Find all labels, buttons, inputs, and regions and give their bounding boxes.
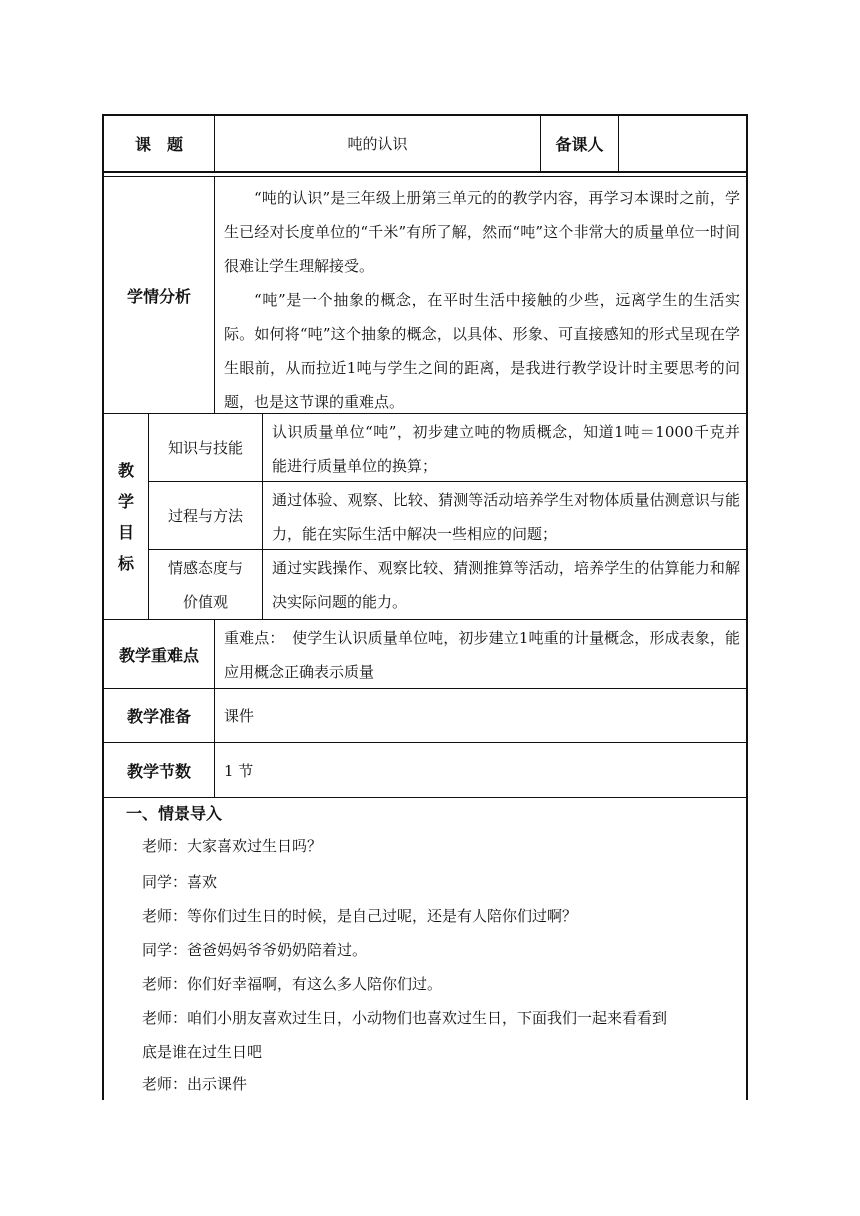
dialogue-line: 老师：咱们小朋友喜欢过生日，小动物们也喜欢过生日，下面我们一起来看看到: [142, 1009, 668, 1027]
preparer-label: 备课人: [540, 114, 619, 173]
goal-attitude-label-line2: 价值观: [182, 592, 228, 611]
goals-label: [102, 413, 149, 620]
goal-knowledge-text: 认识质量单位“吨”，初步建立吨的物质概念，知道1吨＝1000千克并能进行质量单位的换算；: [262, 413, 748, 482]
goal-process-label: 过程与方法: [148, 481, 263, 550]
analysis-paragraph-2: “吨”是一个抽象的概念，在平时生活中接触的少些，远离学生的生活实际。如何将“吨”这个抽象的概念，以具体、形象、可直接感知的形式呈现在学生眼前，从而拉近1吨与学生之间的距离，是我进行教学设计时主要思考的问题，也是这节课的重难点。: [224, 291, 740, 411]
goals-label-char: 目: [117, 522, 134, 542]
dialogue-line: 同学：爸爸妈妈爷爷奶奶陪着过。: [142, 941, 368, 959]
goal-attitude-label: [148, 549, 263, 620]
topic-value: 吨的认识: [214, 114, 541, 173]
sessions-label: 教学节数: [102, 742, 215, 798]
key-points-text: 重难点： 使学生认识质量单位吨，初步建立1吨重的计量概念，形成表象，能应用概念正确表示质量: [214, 619, 748, 689]
topic-label: 课 题: [102, 114, 215, 173]
goal-process-text: 通过体验、观察、比较、猜测等活动培养学生对物体质量估测意识与能力，能在实际生活中解决一些相应的问题；: [262, 481, 748, 550]
process-heading: 一、情景导入: [126, 804, 223, 823]
prep-label: 教学准备: [102, 688, 215, 743]
dialogue-line: 老师：大家喜欢过生日吗？: [142, 837, 323, 855]
goal-knowledge-label: 知识与技能: [148, 413, 263, 482]
sessions-value: 1 节: [214, 742, 748, 798]
preparer-value: [618, 114, 748, 173]
dialogue-line: 同学：喜欢: [142, 873, 218, 891]
goal-attitude-label-line1: 情感态度与: [167, 558, 243, 577]
dialogue-line: 底是谁在过生日吧: [142, 1043, 263, 1061]
analysis-content: [214, 176, 748, 414]
analysis-label: 学情分析: [102, 176, 215, 414]
dialogue-line: 老师：出示课件: [142, 1075, 248, 1093]
goals-label-char: 教: [117, 460, 134, 480]
process-section: [104, 797, 746, 1100]
goals-label-char: 学: [117, 491, 134, 511]
dialogue-line: 老师：你们好幸福啊，有这么多人陪你们过。: [142, 975, 443, 993]
dialogue-line: 老师：等你们过生日的时候，是自己过呢，还是有人陪你们过啊？: [142, 907, 578, 925]
key-points-label: 教学重难点: [102, 619, 215, 689]
prep-value: 课件: [214, 688, 748, 743]
goals-label-char: 标: [117, 553, 134, 573]
goal-attitude-text: 通过实践操作、观察比较、猜测推算等活动，培养学生的估算能力和解决实际问题的能力。: [262, 549, 748, 620]
analysis-paragraph-1: “吨的认识”是三年级上册第三单元的的教学内容，再学习本课时之前，学生已经对长度单位的“千米”有所了解，然而“吨”这个非常大的质量单位一时间很难让学生理解接受。: [224, 189, 740, 275]
